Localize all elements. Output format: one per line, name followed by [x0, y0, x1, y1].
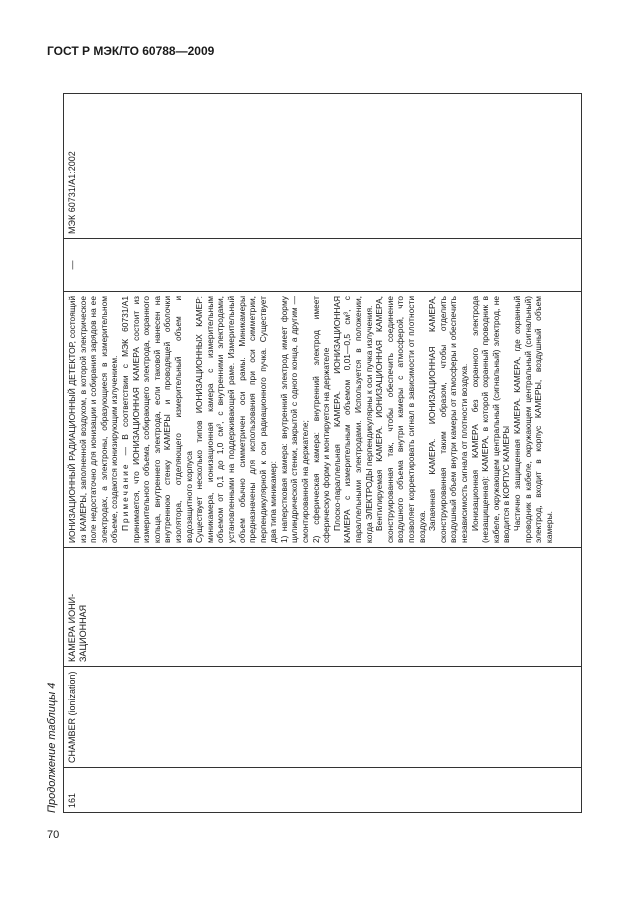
para-thimble: 1) наперстковая камера: внутренний электрод имеет форму цилиндрической стенки, закрытой с одного конца, а другим — смонтированной на держателе;: [278, 296, 311, 543]
definition-main: ИОНИЗАЦИОННЫЙ РАДИАЦИОННЫЙ ДЕТЕКТОР, состоящий из КАМЕРЫ, заполненной воздухом, в которой электрическое поле недостаточно для ионизации и собирания зарядов на ее электродах, а электроны, образующиеся в измерительном объеме, создаются ионизирующим излучением.: [67, 296, 120, 543]
reference-cell: МЭК 60731/А1:2002: [64, 94, 582, 239]
para-vented: Вентилируемая КАМЕРА. ИОНИЗАЦИОННАЯ КАМЕРА, сконструированная так, чтобы обеспечить соединение воздушного объема внутри камеры с атмосферой, что позволяет корректировать сигнал в зависимости от плотности воздуха.: [374, 296, 427, 543]
page-number: 70: [47, 829, 60, 841]
note-text: — В соответствии с МЭК 60731/А1 принимается, что ИОНИЗАЦИОННАЯ КАМЕРА состоит из измерительного объема, собирающего электрода, охранного кольца, внутреннего электрода, если таковой нанесен на внутреннюю стенку КАМЕРЫ и проводящей оболочки изолятора, отделяющего измерительный объем и водозащитного корпуса: [119, 296, 194, 543]
term-number: 161: [64, 768, 582, 813]
definition-note: [120, 296, 194, 543]
para-sealed: Запаянная КАМЕРА. ИОНИЗАЦИОННАЯ КАМЕРА, сконструированная таким образом, чтобы отделить воздушный объем внутри камеры от атмосферы и обеспечить независимость сигнала от плотности воздуха.: [427, 296, 469, 543]
term-russian: КАМЕРА ИОНИ-ЗАЦИОННАЯ: [64, 548, 582, 667]
document-header: ГОСТ Р МЭК/ТО 60788—2009: [47, 44, 215, 58]
note-label: Примечание: [119, 462, 130, 531]
table-caption: Продолжение таблицы 4: [46, 682, 58, 813]
table-row: [64, 94, 582, 813]
para-types: Существует несколько типов ИОНИЗАЦИОННЫХ КАМЕР: миникамера, ионизационная камера с измерительным объемом от 0,1 до 1,0 см³, с внутренними электродами, установленными на поддерживающей раме. Измерительный объем обычно симметричен оси рамы. Миникамеры предназначены для использования при оси симметрии, перпендикулярной к оси радиационного пучка. Существует два типа миникамер:: [194, 296, 279, 543]
para-plane-parallel: Плоско-параллельная КАМЕРА. ИОНИЗАЦИОННАЯ КАМЕРА с измерительным объемом 0,01—0,5 см³, с параллельными электродами. Используется в положении, когда ЭЛЕКТРОДЫ перпендикулярны к оси пучка излучения.: [331, 296, 374, 543]
para-partially-guarded: Частично защищенная КАМЕРА. КАМЕРА, где охранный проводник в кабеле, окружающем центральный (сигнальный) электрод, входит в корпус КАМЕРЫ, воздушный объем камеры.: [511, 296, 554, 543]
term-definition: [64, 292, 582, 548]
para-unguarded: Ионизационная КАМЕРА без охранного электрода (незащищенная): КАМЕРА, в которой охранный проводник в кабеле, окружающем центральный (сигнальный) электрод, не вводится в КОРПУС КАМЕРЫ: [469, 296, 512, 543]
term-english: CHAMBER (ionization): [64, 667, 582, 768]
rotated-table-container: [46, 93, 582, 813]
para-spherical: 2) сферическая камера: внутренний электрод имеет сферическую форму и монтируется на держателе: [310, 296, 332, 543]
dash-cell: —: [64, 239, 582, 292]
terms-table: [63, 93, 582, 813]
